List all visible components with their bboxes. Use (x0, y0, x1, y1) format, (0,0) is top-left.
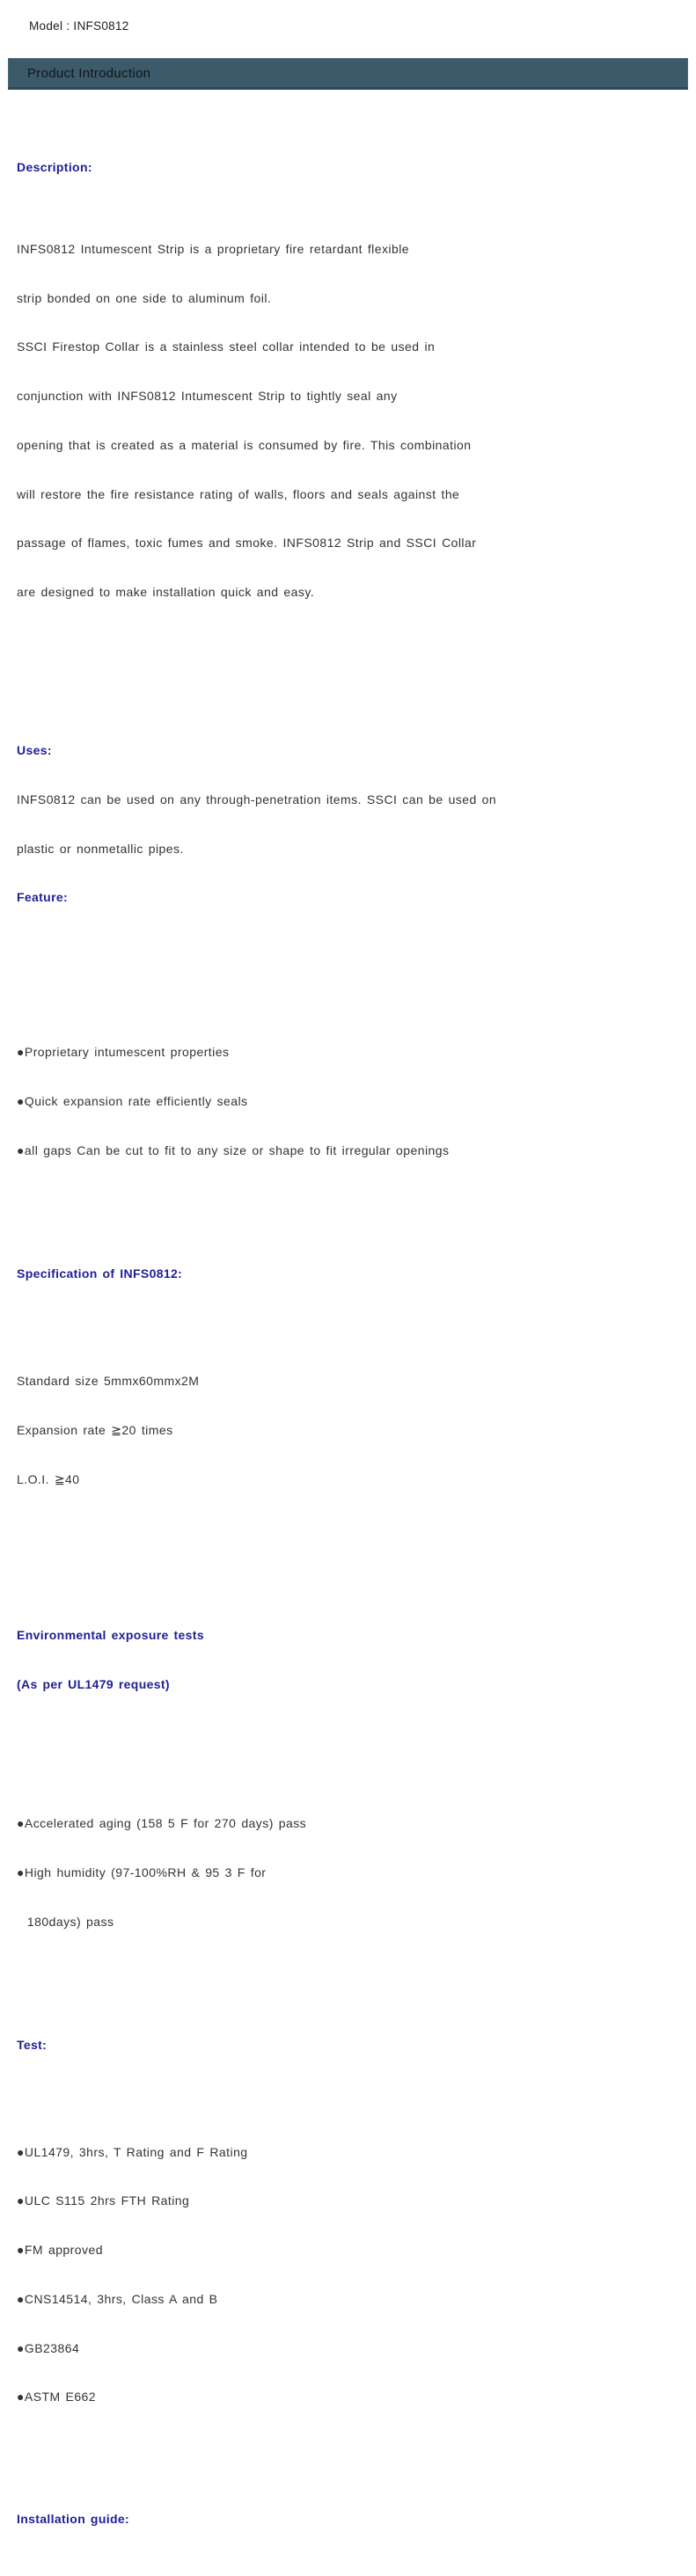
environmental-bullet-list (17, 1783, 687, 1963)
text-line: conjunction with INFS0812 Intumescent Strip to tightly seal any (17, 389, 398, 404)
banner-title: Product Introduction (27, 65, 151, 81)
installation-guide-heading: Installation guide: (17, 2511, 130, 2526)
text-line: INFS0812 Intumescent Strip is a proprietary fire retardant flexible (17, 241, 410, 256)
text-line: will restore the fire resistance rating of walls, floors and seals against the (17, 486, 460, 501)
bullet-item: ●High humidity (97-100%RH & 95 3 F for (17, 1865, 267, 1880)
text-line: L.O.I. ≧40 (17, 1471, 80, 1486)
bullet-item: ●Quick expansion rate efficiently seals (17, 1093, 248, 1108)
text-line: Expansion rate ≧20 times (17, 1422, 173, 1437)
text-line: passage of flames, toxic fumes and smoke. INFS0812 Strip and SSCI Collar (17, 536, 477, 551)
bullet-item: ●GB23864 (17, 2340, 80, 2355)
test-bullet-list (17, 2111, 687, 2438)
bullet-item: ●CNS14514, 3hrs, Class A and B (17, 2291, 218, 2306)
document-content (0, 90, 696, 2576)
feature-heading: Feature: (17, 890, 69, 905)
bullet-item: ●FM approved (17, 2243, 103, 2258)
bullet-item: ●UL1479, 3hrs, T Rating and F Rating (17, 2144, 248, 2159)
bullet-item: ●ASTM E662 (17, 2390, 97, 2405)
bullet-item: ●ULC S115 2hrs FTH Rating (17, 2193, 190, 2208)
environmental-heading-line2: (As per UL1479 request) (17, 1677, 170, 1692)
specification-lines (17, 1340, 687, 1521)
text-line: are designed to make installation quick and easy. (17, 585, 315, 600)
feature-bullet-list (17, 1011, 687, 1192)
text-line: Standard size 5mmx60mmx2M (17, 1374, 200, 1389)
bullet-item: 180days) pass (17, 1914, 114, 1929)
environmental-heading (17, 1594, 687, 1726)
text-line: opening that is created as a material is consumed by fire. This combination (17, 437, 472, 452)
bullet-item: ●all gaps Can be cut to fit to any size or shape to fit irregular openings (17, 1142, 450, 1157)
description-paragraph (17, 208, 687, 633)
specification-heading: Specification of INFS0812: (17, 1266, 183, 1281)
text-line: strip bonded on one side to aluminum foil. (17, 290, 272, 305)
environmental-heading-line1: Environmental exposure tests (17, 1628, 204, 1643)
test-heading: Test: (17, 2037, 48, 2052)
uses-section (17, 710, 687, 938)
text-line: plastic or nonmetallic pipes. (17, 841, 184, 856)
bullet-item: ●Accelerated aging (158 5 F for 270 days) pass (17, 1816, 307, 1831)
text-line: INFS0812 can be used on any through-penetration items. SSCI can be used on (17, 792, 497, 806)
bullet-item: ●Proprietary intumescent properties (17, 1045, 230, 1060)
text-line: SSCI Firestop Collar is a stainless steel collar intended to be used in (17, 339, 436, 354)
description-heading: Description: (17, 159, 92, 174)
model-label: Model : INFS0812 (29, 19, 129, 33)
uses-heading: Uses: (17, 742, 52, 757)
product-introduction-banner (8, 58, 688, 90)
